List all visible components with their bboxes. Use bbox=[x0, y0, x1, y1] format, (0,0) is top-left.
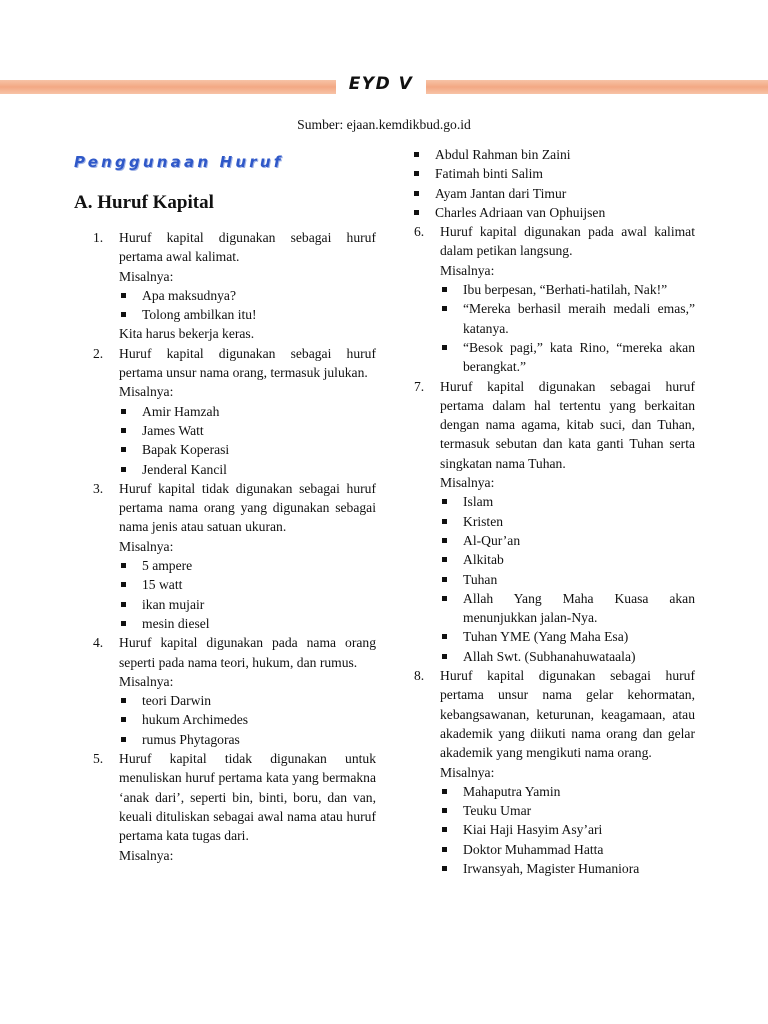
example-label: Misalnya: bbox=[119, 673, 174, 689]
example-item: Amir Hamzah bbox=[119, 402, 376, 421]
example-label: Misalnya: bbox=[440, 262, 495, 278]
example-list bbox=[119, 556, 376, 633]
example-followup: Kita harus bekerja keras. bbox=[119, 326, 255, 342]
example-item: Kristen bbox=[440, 512, 695, 531]
example-item: ikan mujair bbox=[119, 595, 376, 614]
example-list bbox=[440, 492, 695, 666]
list-item bbox=[74, 479, 376, 633]
example-item: Jenderal Kancil bbox=[119, 460, 376, 479]
example-item: mesin diesel bbox=[119, 614, 376, 633]
example-item: James Watt bbox=[119, 421, 376, 440]
example-item: Ibu berpesan, “Berhati-hatilah, Nak!” bbox=[440, 280, 695, 299]
list-item bbox=[74, 228, 376, 344]
example-label: Misalnya: bbox=[119, 268, 174, 284]
right-column bbox=[412, 145, 695, 878]
left-column bbox=[74, 228, 376, 865]
list-item bbox=[74, 749, 376, 865]
example-label: Misalnya: bbox=[119, 847, 174, 863]
item-text: Huruf kapital digunakan sebagai huruf pertama unsur nama gelar kehormatan, kebangsawanan, keturunan, keagamaan, atau akademik yang diikuti nama orang dan gelar akademik yang mengikuti nama orang. bbox=[440, 668, 695, 761]
item-number: 3. bbox=[93, 480, 104, 496]
example-item: Alkitab bbox=[440, 550, 695, 569]
example-item: “Besok pagi,” kata Rino, “mereka akan berangkat.” bbox=[440, 338, 695, 377]
example-item: Doktor Muhammad Hatta bbox=[440, 840, 695, 859]
example-item: Tuhan YME (Yang Maha Esa) bbox=[440, 627, 695, 646]
example-label: Misalnya: bbox=[440, 475, 495, 491]
item-number: 5. bbox=[93, 751, 104, 767]
example-item: teori Darwin bbox=[119, 691, 376, 710]
example-item: rumus Phytagoras bbox=[119, 730, 376, 749]
example-item: 15 watt bbox=[119, 575, 376, 594]
list-item bbox=[74, 344, 376, 479]
example-item: Irwansyah, Magister Humaniora bbox=[440, 859, 695, 878]
example-list bbox=[440, 280, 695, 376]
item-number: 2. bbox=[93, 345, 104, 361]
example-item: Al-Qur’an bbox=[440, 531, 695, 550]
item-text: Huruf kapital digunakan pada awal kalimat dalam petikan langsung. bbox=[440, 224, 695, 259]
list-item bbox=[74, 633, 376, 749]
example-item: Allah Swt. (Subhanahuwataala) bbox=[440, 647, 695, 666]
example-item: Mahaputra Yamin bbox=[440, 782, 695, 801]
item-text: Huruf kapital tidak digunakan untuk menuliskan huruf pertama kata yang bermakna ‘anak dari’, seperti bin, binti, boru, dan van, keuali dituliskan sebagai awal nama atau huruf pertama kata tugas dari. bbox=[119, 751, 376, 844]
example-list bbox=[119, 402, 376, 479]
item-text: Huruf kapital digunakan sebagai huruf pertama unsur nama orang, termasuk julukan. bbox=[119, 345, 376, 381]
example-item: hukum Archimedes bbox=[119, 710, 376, 729]
example-item: Islam bbox=[440, 492, 695, 511]
item-text: Huruf kapital tidak digunakan sebagai huruf pertama nama orang yang digunakan sebagai nama jenis atau satuan ukuran. bbox=[119, 480, 376, 535]
example-item: Kiai Haji Hasyim Asy’ari bbox=[440, 820, 695, 839]
item-number: 4. bbox=[93, 635, 104, 651]
list-item bbox=[412, 666, 695, 878]
example-label: Misalnya: bbox=[119, 384, 174, 400]
subheading: A. Huruf Kapital bbox=[74, 192, 214, 213]
example-item: “Mereka berhasil meraih medali emas,” katanya. bbox=[440, 299, 695, 338]
example-label: Misalnya: bbox=[119, 538, 174, 554]
example-item: Allah Yang Maha Kuasa akan menunjukkan jalan-Nya. bbox=[440, 589, 695, 628]
item-number: 6. bbox=[414, 224, 425, 240]
item-text: Huruf kapital digunakan sebagai huruf pertama dalam hal tertentu yang berkaitan dengan nama agama, kitab suci, dan Tuhan, termasuk sebutan dan kata ganti Tuhan serta singkatan nama Tuhan. bbox=[440, 378, 695, 471]
item-number: 1. bbox=[93, 230, 104, 245]
example-item: Fatimah binti Salim bbox=[412, 164, 695, 183]
example-list bbox=[440, 782, 695, 878]
example-item: Tuhan bbox=[440, 570, 695, 589]
header-band-right bbox=[426, 80, 768, 94]
section-heading: Penggunaan Huruf bbox=[74, 153, 284, 171]
list-item bbox=[412, 377, 695, 666]
example-label: Misalnya: bbox=[440, 764, 495, 780]
header-band bbox=[0, 74, 768, 98]
example-item: Teuku Umar bbox=[440, 801, 695, 820]
example-item: Ayam Jantan dari Timur bbox=[412, 184, 695, 203]
page-title: EYD V bbox=[348, 74, 414, 94]
example-list bbox=[119, 286, 376, 325]
item-number: 7. bbox=[414, 378, 425, 394]
example-list bbox=[119, 691, 376, 749]
example-item: Tolong ambilkan itu! bbox=[119, 305, 376, 324]
example-item: Bapak Koperasi bbox=[119, 440, 376, 459]
item-text: Huruf kapital digunakan sebagai huruf pertama awal kalimat. bbox=[119, 230, 376, 265]
example-item: Abdul Rahman bin Zaini bbox=[412, 145, 695, 164]
list-item bbox=[412, 222, 695, 376]
example-item: Apa maksudnya? bbox=[119, 286, 376, 305]
item-number: 8. bbox=[414, 668, 425, 684]
item-text: Huruf kapital digunakan pada nama orang seperti pada nama teori, hukum, dan rumus. bbox=[119, 635, 376, 670]
source-line: Sumber: ejaan.kemdikbud.go.id bbox=[297, 117, 471, 132]
header-band-left bbox=[0, 80, 336, 94]
example-list bbox=[412, 145, 695, 222]
example-item: 5 ampere bbox=[119, 556, 376, 575]
example-item: Charles Adriaan van Ophuijsen bbox=[412, 203, 695, 222]
